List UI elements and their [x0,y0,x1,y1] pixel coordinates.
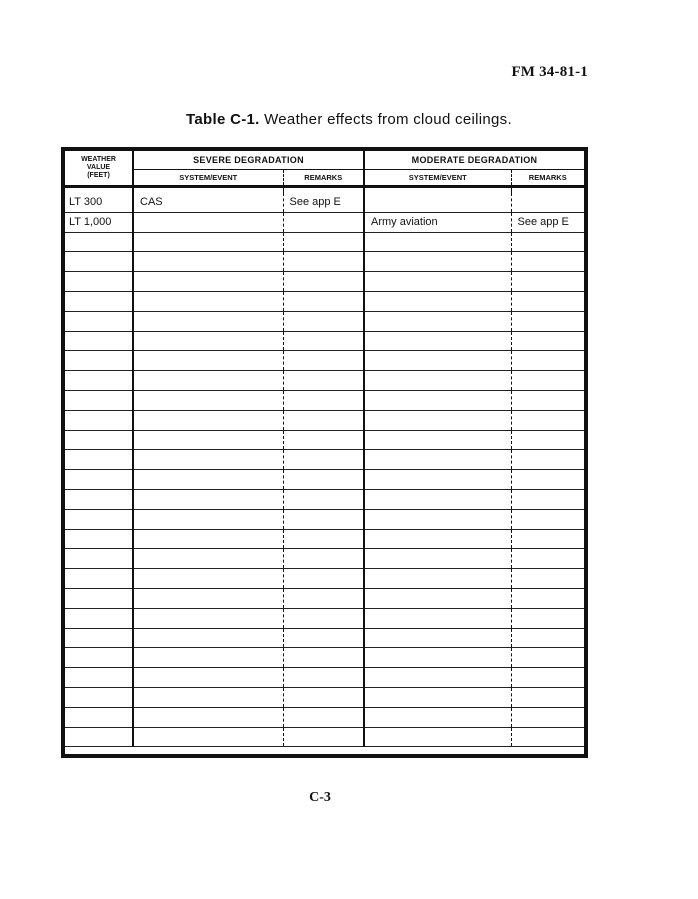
moderate-system-cell [364,569,511,589]
severe-system-cell [133,291,283,311]
weather-value-cell [65,371,133,391]
severe-remarks-cell [283,707,364,727]
moderate-remarks-cell [511,687,584,707]
weather-effects-grid [65,151,584,747]
moderate-system-cell: Army aviation [364,212,511,232]
table-title [0,111,698,128]
severe-system-cell [133,509,283,529]
moderate-remarks-cell [511,648,584,668]
severe-system-cell [133,331,283,351]
severe-system-cell [133,628,283,648]
severe-remarks-cell [283,351,364,371]
table-row [65,331,584,351]
severe-system-cell [133,727,283,747]
moderate-remarks-cell [511,410,584,430]
severe-system-cell [133,470,283,490]
severe-remarks-cell [283,608,364,628]
table-row [65,450,584,470]
weather-value-cell [65,311,133,331]
moderate-remarks-cell [511,311,584,331]
moderate-remarks-cell [511,390,584,410]
document-id: FM 34-81-1 [511,64,588,80]
weather-effects-table [61,147,588,758]
weather-value-cell [65,331,133,351]
severe-remarks-cell [283,549,364,569]
moderate-remarks-cell [511,351,584,371]
weather-value-cell [65,430,133,450]
severe-remarks-cell: See app E [283,193,364,212]
severe-system-cell [133,272,283,292]
weather-value-cell [65,727,133,747]
severe-remarks-cell [283,648,364,668]
moderate-remarks-cell [511,430,584,450]
weather-value-cell [65,470,133,490]
weather-value-cell [65,707,133,727]
table-number: Table C-1. [186,111,260,128]
table-row [65,390,584,410]
severe-system-cell [133,212,283,232]
table-row [65,489,584,509]
moderate-system-cell [364,311,511,331]
table-row [65,252,584,272]
severe-system-cell [133,351,283,371]
severe-remarks-cell [283,687,364,707]
severe-system-cell [133,489,283,509]
table-row [65,351,584,371]
table-row [65,509,584,529]
severe-system-cell [133,529,283,549]
moderate-system-cell [364,331,511,351]
moderate-system-cell [364,588,511,608]
severe-remarks-cell [283,331,364,351]
weather-value-cell [65,648,133,668]
moderate-system-cell [364,687,511,707]
table-row [65,529,584,549]
weather-value-cell [65,351,133,371]
table-row [65,232,584,252]
table-row [65,291,584,311]
table-row [65,608,584,628]
moderate-system-cell [364,727,511,747]
moderate-system-cell [364,628,511,648]
moderate-system-cell [364,489,511,509]
moderate-remarks-cell [511,371,584,391]
moderate-remarks-cell [511,707,584,727]
severe-system-cell [133,648,283,668]
weather-value-cell [65,509,133,529]
severe-remarks-cell [283,529,364,549]
moderate-remarks-header: REMARKS [511,170,584,187]
severe-remarks-cell [283,668,364,688]
severe-remarks-cell [283,252,364,272]
moderate-system-cell [364,232,511,252]
severe-system-cell [133,430,283,450]
severe-remarks-cell [283,430,364,450]
severe-remarks-cell [283,311,364,331]
table-row [65,272,584,292]
severe-remarks-cell [283,390,364,410]
table-caption: Weather effects from cloud ceilings. [264,111,512,128]
moderate-system-cell [364,351,511,371]
table-body [65,187,584,747]
moderate-system-cell [364,410,511,430]
severe-system-cell [133,608,283,628]
weather-value-header-line-2: VALUE [86,164,111,171]
weather-value-cell [65,628,133,648]
weather-value-cell [65,252,133,272]
moderate-system-cell [364,470,511,490]
weather-value-cell [65,272,133,292]
weather-value-cell [65,549,133,569]
severe-remarks-cell [283,588,364,608]
moderate-remarks-cell: See app E [511,212,584,232]
weather-value-header-line-3: (FEET) [87,172,110,179]
table-row [65,727,584,747]
severe-remarks-cell [283,450,364,470]
table-row [65,212,584,232]
moderate-system-cell [364,291,511,311]
moderate-system-cell [364,608,511,628]
severe-system-cell [133,569,283,589]
weather-value-cell [65,450,133,470]
weather-value-header-line-1: WEATHER [81,156,116,163]
weather-value-cell [65,529,133,549]
table-row [65,470,584,490]
table-row [65,410,584,430]
severe-system-cell [133,668,283,688]
moderate-system-cell [364,529,511,549]
moderate-system-cell [364,252,511,272]
moderate-system-cell [364,707,511,727]
weather-value-header [65,151,133,187]
severe-system-event-header: SYSTEM/EVENT [133,170,283,187]
severe-remarks-cell [283,489,364,509]
weather-value-cell [65,668,133,688]
table-row [65,687,584,707]
moderate-remarks-cell [511,272,584,292]
severe-system-cell [133,232,283,252]
weather-value-cell [65,569,133,589]
table-row [65,628,584,648]
severe-remarks-cell [283,727,364,747]
severe-remarks-cell [283,569,364,589]
severe-remarks-cell [283,509,364,529]
table-row [65,549,584,569]
moderate-remarks-cell [511,489,584,509]
weather-value-cell [65,608,133,628]
moderate-system-cell [364,450,511,470]
moderate-remarks-cell [511,608,584,628]
table-row [65,569,584,589]
moderate-remarks-cell [511,232,584,252]
moderate-system-cell [364,272,511,292]
moderate-remarks-cell [511,588,584,608]
severe-system-cell: CAS [133,193,283,212]
severe-system-cell [133,707,283,727]
severe-system-cell [133,410,283,430]
moderate-remarks-cell [511,509,584,529]
severe-system-cell [133,450,283,470]
severe-remarks-cell [283,232,364,252]
moderate-system-cell [364,509,511,529]
severe-system-cell [133,252,283,272]
moderate-system-cell [364,390,511,410]
moderate-remarks-cell [511,193,584,212]
moderate-system-cell [364,648,511,668]
table-row [65,648,584,668]
weather-value-cell [65,588,133,608]
table-row [65,588,584,608]
weather-value-cell [65,390,133,410]
severe-remarks-cell [283,212,364,232]
moderate-remarks-cell [511,668,584,688]
table-row [65,371,584,391]
severe-system-cell [133,588,283,608]
moderate-remarks-cell [511,727,584,747]
moderate-system-cell [364,371,511,391]
moderate-system-cell [364,430,511,450]
severe-system-cell [133,549,283,569]
moderate-degradation-header: MODERATE DEGRADATION [364,151,584,170]
table-row [65,430,584,450]
moderate-remarks-cell [511,291,584,311]
weather-value-cell [65,291,133,311]
moderate-remarks-cell [511,549,584,569]
weather-value-cell: LT 1,000 [65,212,133,232]
weather-value-cell [65,410,133,430]
moderate-remarks-cell [511,569,584,589]
severe-remarks-cell [283,410,364,430]
severe-system-cell [133,390,283,410]
table-row [65,668,584,688]
moderate-system-event-header: SYSTEM/EVENT [364,170,511,187]
severe-system-cell [133,371,283,391]
severe-remarks-cell [283,470,364,490]
weather-value-cell [65,687,133,707]
severe-system-cell [133,687,283,707]
table-row [65,707,584,727]
moderate-remarks-cell [511,450,584,470]
weather-value-cell [65,489,133,509]
severe-remarks-header: REMARKS [283,170,364,187]
weather-value-cell: LT 300 [65,193,133,212]
severe-remarks-cell [283,291,364,311]
page-number: C-3 [309,790,331,805]
table-row [65,193,584,212]
severe-remarks-cell [283,272,364,292]
moderate-system-cell [364,193,511,212]
moderate-remarks-cell [511,252,584,272]
table-row [65,311,584,331]
weather-value-cell [65,232,133,252]
moderate-system-cell [364,549,511,569]
severe-remarks-cell [283,371,364,391]
moderate-remarks-cell [511,331,584,351]
moderate-system-cell [364,668,511,688]
moderate-remarks-cell [511,529,584,549]
severe-system-cell [133,311,283,331]
moderate-remarks-cell [511,470,584,490]
severe-degradation-header: SEVERE DEGRADATION [133,151,364,170]
severe-remarks-cell [283,628,364,648]
moderate-remarks-cell [511,628,584,648]
